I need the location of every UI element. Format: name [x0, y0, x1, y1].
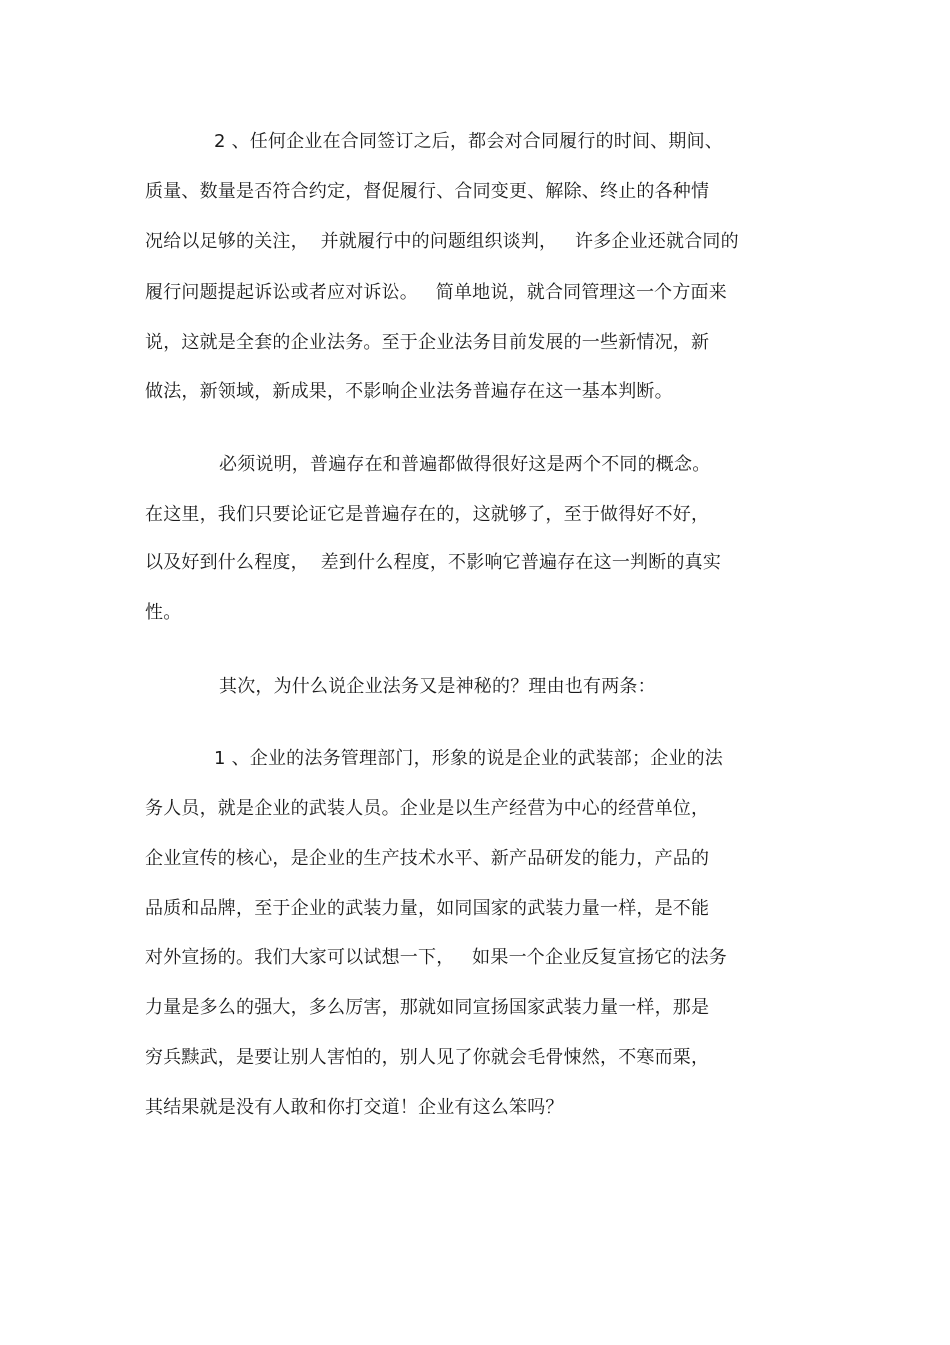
paragraph-line: 必须说明，普遍存在和普遍都做得很好这是两个不同的概念。 [219, 454, 711, 475]
paragraph-line: 穷兵黩武，是要让别人害怕的，别人见了你就会毛骨悚然，不寒而栗， [145, 1047, 710, 1068]
paragraph-line: 务人员，就是企业的武装人员。企业是以生产经营为中心的经营单位， [145, 798, 710, 819]
paragraph-line: 2 、任何企业在合同签订之后，都会对合同履行的时间、期间、 [214, 131, 723, 152]
paragraph-line: 说，这就是全套的企业法务。至于企业法务目前发展的一些新情况，新 [145, 332, 710, 353]
paragraph-line: 企业宣传的核心，是企业的生产技术水平、新产品研发的能力，产品的 [145, 848, 710, 869]
paragraph-line: 做法，新领域，新成果，不影响企业法务普遍存在这一基本判断。 [145, 381, 673, 402]
paragraph-line: 品质和品牌，至于企业的武装力量，如同国家的武装力量一样，是不能 [145, 898, 710, 919]
paragraph-line: 况给以足够的关注， 并就履行中的问题组织谈判， 许多企业还就合同的 [145, 231, 739, 252]
paragraph-line: 其结果就是没有人敢和你打交道！企业有这么笨吗？ [145, 1097, 564, 1118]
paragraph-line: 质量、数量是否符合约定，督促履行、合同变更、解除、终止的各种情 [145, 181, 710, 202]
paragraph-line: 1 、企业的法务管理部门，形象的说是企业的武装部；企业的法 [214, 748, 723, 769]
paragraph-line: 对外宣扬的。我们大家可以试想一下， 如果一个企业反复宣扬它的法务 [145, 947, 727, 968]
paragraph-line: 其次，为什么说企业法务又是神秘的？理由也有两条： [219, 676, 656, 697]
paragraph-line: 性。 [145, 602, 182, 623]
paragraph-line: 以及好到什么程度， 差到什么程度，不影响它普遍存在这一判断的真实 [145, 552, 722, 573]
paragraph-line: 在这里，我们只要论证它是普遍存在的，这就够了，至于做得好不好， [145, 504, 710, 525]
paragraph-line: 履行问题提起诉讼或者应对诉讼。 简单地说，就合同管理这一个方面来 [145, 282, 727, 303]
paragraph-line: 力量是多么的强大，多么厉害，那就如同宣扬国家武装力量一样，那是 [145, 997, 710, 1018]
